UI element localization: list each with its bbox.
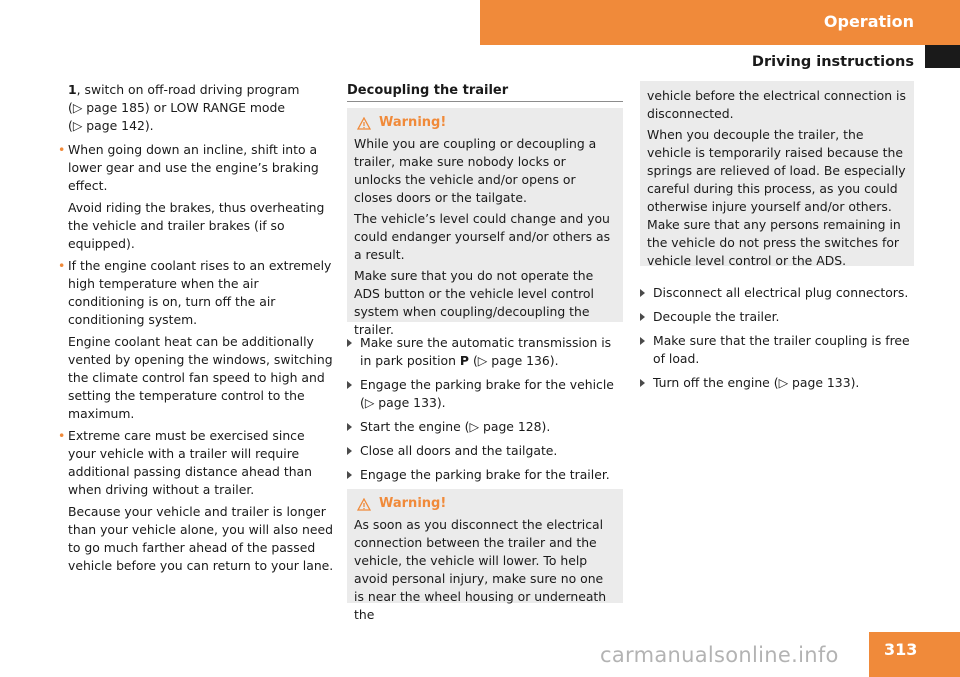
list-item: [58, 427, 334, 575]
tips-list: [58, 141, 334, 579]
section-title: Operation: [823, 12, 914, 31]
warning-box: [347, 108, 623, 337]
list-item: [58, 257, 334, 423]
step-item: Engage the parking brake for the trailer.: [347, 466, 625, 484]
list-item: [58, 141, 334, 253]
tip-detail: Avoid riding the brakes, thus overheating the vehicle and trailer brakes (if so equipped).: [68, 200, 325, 251]
warning-icon: [357, 117, 371, 130]
arrow-icon: [640, 313, 645, 321]
step-item: Turn off the engine (▷ page 133).: [640, 374, 916, 392]
warning-icon: [357, 498, 371, 511]
section-tab: [480, 0, 960, 45]
step-item: Engage the parking brake for the vehicle (▷ page 133).: [347, 376, 625, 412]
warning-text: As soon as you disconnect the electrical connection between the trailer and the vehicle, the vehicle will lower. To help avoid personal injury, make sure no one is near the wheel housing or underneath the: [354, 517, 607, 622]
tip-text: Extreme care must be exercised since your vehicle with a trailer will require additional passing distance ahead than when driving without a trailer.: [68, 428, 313, 497]
tip-text: When going down an incline, shift into a lower gear and use the engine’s braking effect.: [68, 142, 319, 193]
tip-detail: Because your vehicle and trailer is longer than your vehicle alone, you will also need to go much farther ahead of the passed vehicle before you can return to your lane.: [68, 504, 334, 573]
warning-text: vehicle before the electrical connection is disconnected.: [647, 88, 906, 121]
arrow-icon: [640, 289, 645, 297]
warning-title: Warning!: [354, 495, 616, 513]
warning-text: While you are coupling or decoupling a trailer, make sure nobody locks or unlocks the vehicle and/or opens or closes doors or the tailgate.: [354, 136, 597, 205]
watermark: carmanualsonline.info: [600, 643, 839, 667]
intro-text: [68, 81, 330, 135]
bullet-icon: •: [58, 142, 66, 157]
step-item: Decouple the trailer.: [640, 308, 916, 326]
section-heading: Decoupling the trailer: [347, 83, 623, 102]
tip-text: If the engine coolant rises to an extremely high temperature when the air conditioning is on, turn off the air conditioning system.: [68, 258, 332, 327]
step-item: Start the engine (▷ page 128).: [347, 418, 625, 436]
arrow-icon: [640, 337, 645, 345]
warning-text: When you decouple the trailer, the vehicle is temporarily raised because the springs are relieved of load. Be especially careful during this process, as you could otherwise injure yourself and/or others. Make sure that any persons remaining in the vehicle do not press the switches for vehicle level control or the ADS.: [647, 127, 906, 268]
warning-text: Make sure that you do not operate the ADS button or the vehicle level control system when coupling/decoupling the trailer.: [354, 268, 594, 337]
warning-box: [347, 489, 623, 622]
step-item: Make sure the automatic transmission is in park position P (▷ page 136).: [347, 334, 625, 370]
header-marker: [925, 45, 960, 68]
arrow-icon: [347, 339, 352, 347]
arrow-icon: [347, 471, 352, 479]
intro-line: (▷ page 142).: [68, 118, 154, 133]
step-item: Disconnect all electrical plug connectors.: [640, 284, 916, 302]
arrow-icon: [347, 423, 352, 431]
arrow-icon: [347, 381, 352, 389]
intro-line: (▷ page 185) or LOW RANGE mode: [68, 100, 285, 115]
warning-text: The vehicle’s level could change and you could endanger yourself and/or others as a result.: [354, 211, 611, 262]
bullet-icon: •: [58, 258, 66, 273]
step-item: Make sure that the trailer coupling is free of load.: [640, 332, 916, 368]
tip-detail: Engine coolant heat can be additionally vented by opening the windows, switching the climate control fan speed to high and setting the temperature control to the maximum.: [68, 334, 333, 421]
intro-line: 1, switch on off-road driving program: [68, 82, 300, 97]
bullet-icon: •: [58, 428, 66, 443]
steps-list: [640, 284, 916, 398]
arrow-icon: [640, 379, 645, 387]
page-number: 313: [869, 632, 960, 677]
warning-box-continued: [640, 81, 914, 266]
step-item: Close all doors and the tailgate.: [347, 442, 625, 460]
arrow-icon: [347, 447, 352, 455]
steps-list: [347, 334, 625, 490]
subsection-title: Driving instructions: [751, 54, 914, 70]
warning-title: Warning!: [354, 114, 616, 132]
